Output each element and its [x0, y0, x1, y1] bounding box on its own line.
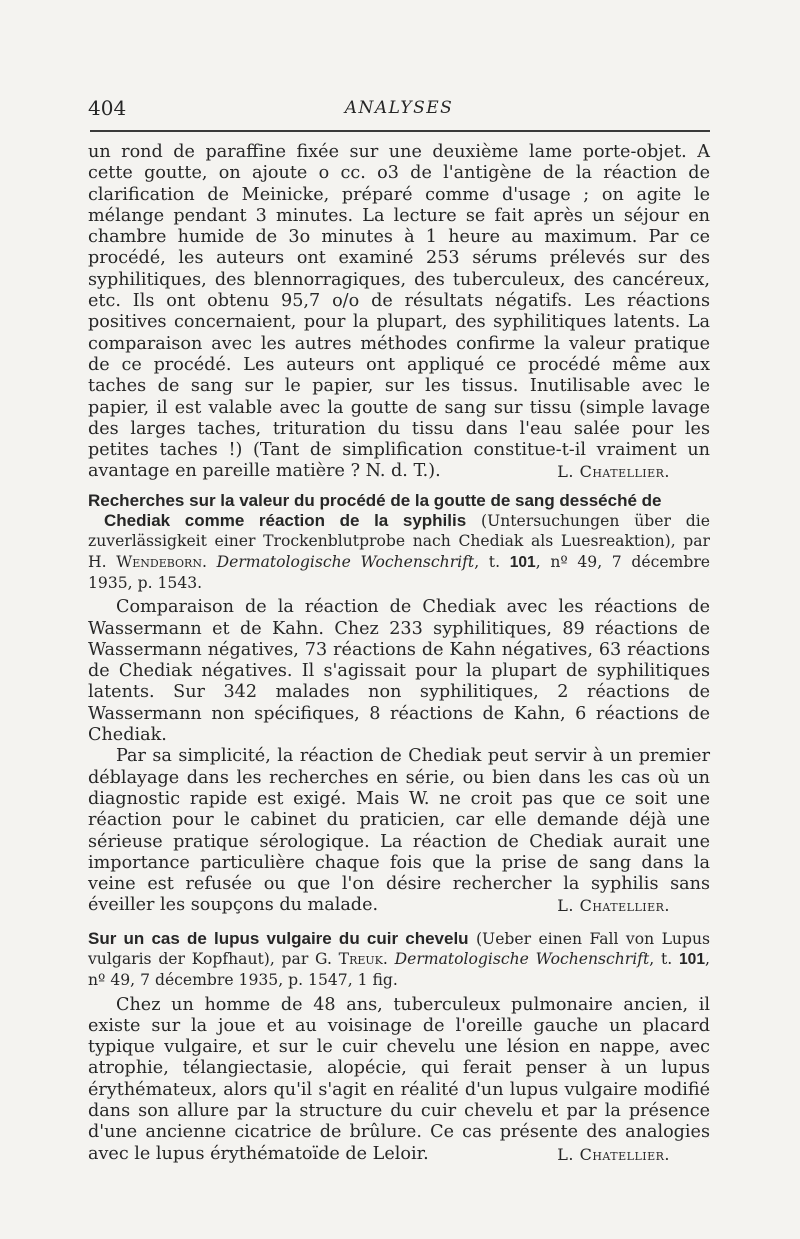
author-name: Treuk	[338, 949, 383, 968]
paragraph: Comparaison de la réaction de Chediak avec les réactions de Wassermann et de Kahn. Chez 233 syphilitiques, 89 réactions de Wassermann négatives, 73 réactions de Kahn négatives, 63 réactions de Chediak négatives. Il s'agissait pour la plupart de syphilitiques latents. Sur 342 malades non syphilitiques, 2 réactions de Wassermann non spécifiques, 8 réactions de Kahn, 6 réactions de Chediak.	[88, 597, 710, 746]
tome-prefix: , t.	[649, 949, 679, 968]
article-heading	[88, 491, 710, 593]
paragraph	[88, 746, 710, 916]
article-title-line1: Recherches sur la valeur du procédé de la goutte de sang desséché de	[88, 490, 662, 510]
article-title: Sur un cas de lupus vulgaire du cuir chevelu	[88, 928, 469, 948]
german-title: (Ueber einen Fall von Lupus vulgaris der Kopfhaut), par G.	[88, 929, 710, 968]
paragraph-text: un rond de paraffine fixée sur une deuxième lame porte-objet. A cette goutte, on ajoute o cc. o3 de l'antigène de la réaction de clarification de Meinicke, préparé comme d'usage ; on agite le mélange pendant 3 minutes. La lecture se fait après un séjour en chambre humide de 3o minutes à 1 heure au maximum. Par ce procédé, les auteurs ont examiné 253 sérums prélevés sur des syphilitiques, des blennorragiques, des tuberculeux, des cancéreux, etc. Ils ont obtenu 95,7 o/o de résultats négatifs. Les réactions positives concernaient, pour la plupart, des syphilitiques latents. La comparaison avec les autres méthodes confirme la valeur pratique de ce procédé. Les auteurs ont appliqué ce procédé même aux taches de sang sur le papier, sur les tissus. Inutilisable avec le papier, il est valable avec la goutte de sang sur tissu (simple lavage des larges taches, trituration du tissu dans l'eau salée pour les petites taches !) (Tant de simplification constitue-t-il vraiment un avantage en pareille matière ? N. d. T.).	[88, 142, 710, 482]
page-header	[88, 96, 710, 126]
author-suffix: .	[382, 949, 395, 968]
header-rule	[90, 130, 710, 132]
author-initial: H.	[88, 552, 117, 571]
tome-number: 101	[679, 950, 706, 968]
tome-number: 101	[509, 553, 536, 571]
citation-rest: , nº 49, 7 décembre 1935, p. 1547, 1 fig.	[88, 949, 710, 990]
running-title: ANALYSES	[344, 98, 454, 118]
author-name: Wendeborn	[116, 552, 202, 571]
signature: L. Chatellier.	[557, 462, 670, 482]
article-heading	[88, 929, 710, 991]
signature: L. Chatellier.	[557, 896, 670, 916]
continued-paragraph	[88, 142, 710, 483]
journal-name: Dermatologische Wochenschrift	[394, 949, 650, 968]
german-title: (Untersuchungen über die zuverlässigkeit einer Trockenblutprobe nach Chediak als Luesreaktion), par	[88, 512, 710, 551]
tome-prefix: , t.	[474, 552, 510, 571]
journal-name: Dermatologische Wochenschrift	[216, 552, 475, 571]
signature: L. Chatellier.	[557, 1144, 670, 1164]
page-number: 404	[88, 96, 127, 120]
document-body	[88, 142, 710, 1165]
paragraph	[88, 995, 710, 1165]
paragraph-text: Par sa simplicité, la réaction de Chediak peut servir à un premier déblayage dans les recherches en série, ou bien dans les cas où un diagnostic rapide est exigé. Mais W. ne croit pas que ce soit une réaction pour le cabinet du praticien, car elle demande déjà une sérieuse pratique sérologique. La réaction de Chediak aurait une importance particulière chaque fois que la prise de sang dans la veine est refusée ou que l'on désire rechercher la syphilis sans éveiller les soupçons du malade.	[88, 746, 710, 916]
paragraph-text: Chez un homme de 48 ans, tuberculeux pulmonaire ancien, il existe sur la joue et au voisinage de l'oreille gauche un placard typique vulgaire, et sur le cuir chevelu une lésion en nappe, avec atrophie, télangiectasie, alopécie, qui ferait penser à un lupus érythémateux, alors qu'il s'agit en réalité d'un lupus vulgaire modifié dans son allure par la structure du cuir chevelu et par la présence d'une ancienne cicatrice de brûlure. Ce cas présente des analogies avec le lupus érythématoïde de Leloir.	[88, 994, 710, 1164]
article-citation	[88, 512, 710, 592]
article-title-line2: Chediak comme réaction de la syphilis	[104, 511, 467, 531]
citation-rest: , nº 49, 7 décembre 1935, p. 1543.	[88, 552, 711, 592]
author-suffix: .	[201, 552, 217, 571]
